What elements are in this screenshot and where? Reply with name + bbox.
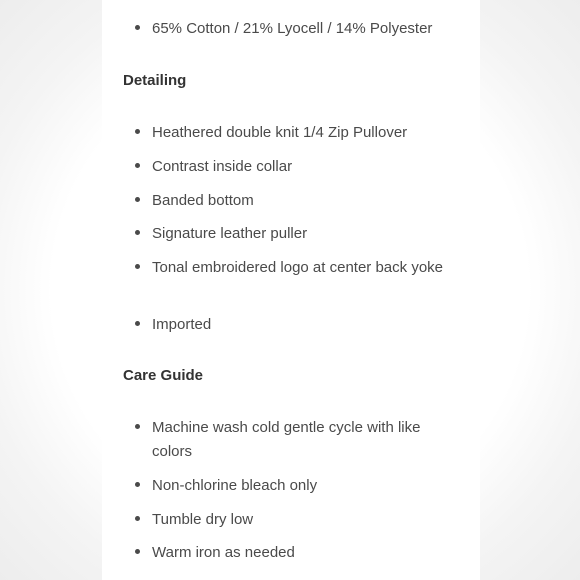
bullet-dot xyxy=(135,549,140,554)
detailing-heading: Detailing xyxy=(123,72,187,89)
detail-item-text: Imported xyxy=(152,316,212,333)
list-item xyxy=(123,189,473,213)
care-item-text: Warm iron as needed xyxy=(152,544,295,561)
detail-item-text: Signature leather puller xyxy=(152,225,308,242)
bullet-dot xyxy=(135,163,140,168)
bullet-dot xyxy=(135,129,140,134)
care-item-text: Machine wash cold gentle cycle with like colors xyxy=(152,419,421,460)
bullet-dot xyxy=(135,424,140,429)
list-item xyxy=(123,541,473,565)
list-item xyxy=(123,121,473,145)
bullet-dot xyxy=(135,197,140,202)
detail-item-text: Banded bottom xyxy=(152,192,254,209)
list-item xyxy=(123,508,473,532)
bullet-dot xyxy=(135,230,140,235)
bullet-dot xyxy=(135,264,140,269)
bullet-dot xyxy=(135,321,140,326)
list-item xyxy=(123,416,473,464)
bullet-dot xyxy=(135,482,140,487)
detail-item-text: Contrast inside collar xyxy=(152,158,293,175)
care-guide-heading: Care Guide xyxy=(123,367,204,384)
list-item xyxy=(123,474,473,498)
list-item xyxy=(123,256,473,280)
list-item xyxy=(123,313,473,337)
care-item-text: Tumble dry low xyxy=(152,511,254,528)
bullet-dot xyxy=(135,25,140,30)
list-item xyxy=(123,17,473,41)
care-item-text: Non-chlorine bleach only xyxy=(152,477,318,494)
bullet-dot xyxy=(135,516,140,521)
detail-item-text: Heathered double knit 1/4 Zip Pullover xyxy=(152,124,408,141)
list-item xyxy=(123,222,473,246)
list-item xyxy=(123,155,473,179)
detail-item-text: Tonal embroidered logo at center back yoke xyxy=(152,259,444,276)
composition-text: 65% Cotton / 21% Lyocell / 14% Polyester xyxy=(152,20,433,37)
